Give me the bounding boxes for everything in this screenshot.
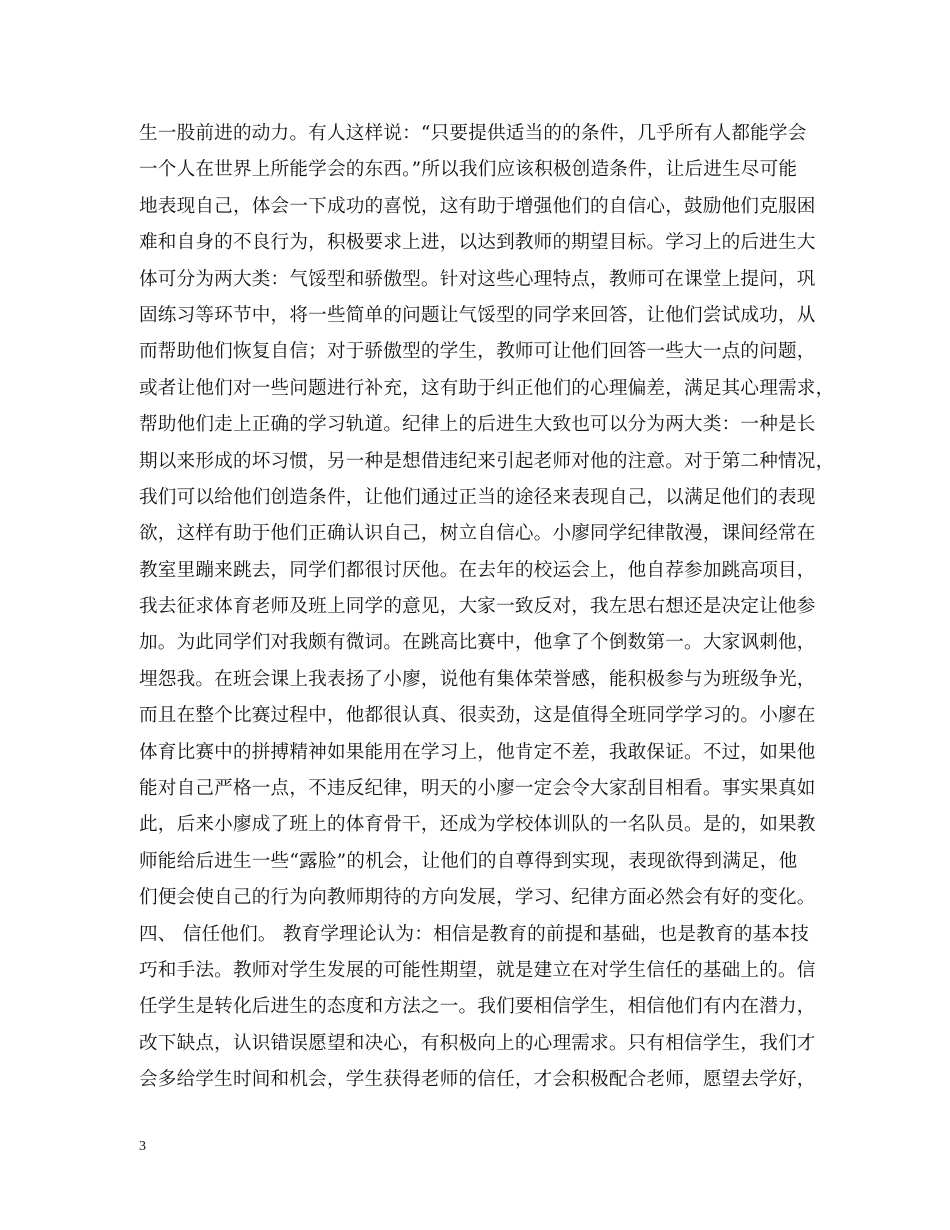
text-line: 师能给后进生一些“露脸”的机会，让他们的自尊得到实现，表现欲得到满足，他 [139,850,798,872]
text-line: 体育比赛中的拼搏精神如果能用在学习上，他肯定不差，我敢保证。不过，如果他 [139,741,816,763]
text-line: 会多给学生时间和机会，学生获得老师的信任，才会积极配合老师，愿望去学好， [139,1069,816,1091]
page-number: 3 [139,1139,146,1154]
text-line: 任学生是转化后进生的态度和方法之一。我们要相信学生，相信他们有内在潜力， [139,996,816,1018]
text-line: 一个人在世界上所能学会的东西。”所以我们应该积极创造条件，让后进生尽可能 [139,159,798,181]
text-line: 加。为此同学们对我颇有微词。在跳高比赛中，他拿了个倒数第一。大家讽刺他， [139,632,816,654]
text-line: 生一股前进的动力。有人这样说：“只要提供适当的的条件，几乎所有人都能学会 [139,123,807,144]
text-line: 难和自身的不良行为，积极要求上进，以达到教师的期望目标。学习上的后进生大 [139,232,816,254]
section-heading-line: 四、 信任他们。 教育学理论认为：相信是教育的前提和基础，也是教育的基本技 [139,923,810,945]
text-line: 帮助他们走上正确的学习轨道。纪律上的后进生大致也可以分为两大类：一种是长 [139,414,816,436]
text-line: 改下缺点，认识错误愿望和决心，有积极向上的心理需求。只有相信学生，我们才 [139,1032,816,1054]
text-line: 能对自己严格一点，不违反纪律，明天的小廖一定会令大家刮目相看。事实果真如 [139,778,816,800]
text-line: 我去征求体育老师及班上同学的意见，大家一致反对，我左思右想还是决定让他参 [139,596,816,618]
text-line: 们便会使自己的行为向教师期待的方向发展，学习、纪律方面必然会有好的变化。 [139,887,816,909]
text-line: 欲，这样有助于他们正确认识自己，树立自信心。小廖同学纪律散漫，课间经常在 [139,523,816,545]
body-text [139,116,835,1099]
text-line: 此，后来小廖成了班上的体育骨干，还成为学校体训队的一名队员。是的，如果教 [139,814,816,836]
text-line: 期以来形成的坏习惯，另一种是想借违纪来引起老师对他的注意。对于第二种情况， [139,450,835,472]
text-line: 我们可以给他们创造条件，让他们通过正当的途径来表现自己，以满足他们的表现 [139,486,816,508]
text-line: 或者让他们对一些问题进行补充，这有助于纠正他们的心理偏差，满足其心理需求， [139,377,835,399]
text-line: 地表现自己，体会一下成功的喜悦，这有助于增强他们的自信心，鼓励他们克服困 [139,195,816,217]
text-line: 巧和手法。教师对学生发展的可能性期望，就是建立在对学生信任的基础上的。信 [139,959,816,981]
text-line: 而且在整个比赛过程中，他都很认真、很卖劲，这是值得全班同学学习的。小廖在 [139,705,816,727]
text-line: 而帮助他们恢复自信；对于骄傲型的学生，教师可让他们回答一些大一点的问题， [139,341,816,363]
text-line: 固练习等环节中，将一些简单的问题让气馁型的同学来回答，让他们尝试成功，从 [139,304,816,326]
text-line: 教室里蹦来跳去，同学们都很讨厌他。在去年的校运会上，他自荐参加跳高项目， [139,559,816,581]
text-line: 体可分为两大类：气馁型和骄傲型。针对这些心理特点，教师可在课堂上提问，巩 [139,268,816,290]
text-line: 埋怨我。在班会课上我表扬了小廖，说他有集体荣誉感，能积极参与为班级争光， [139,668,816,690]
